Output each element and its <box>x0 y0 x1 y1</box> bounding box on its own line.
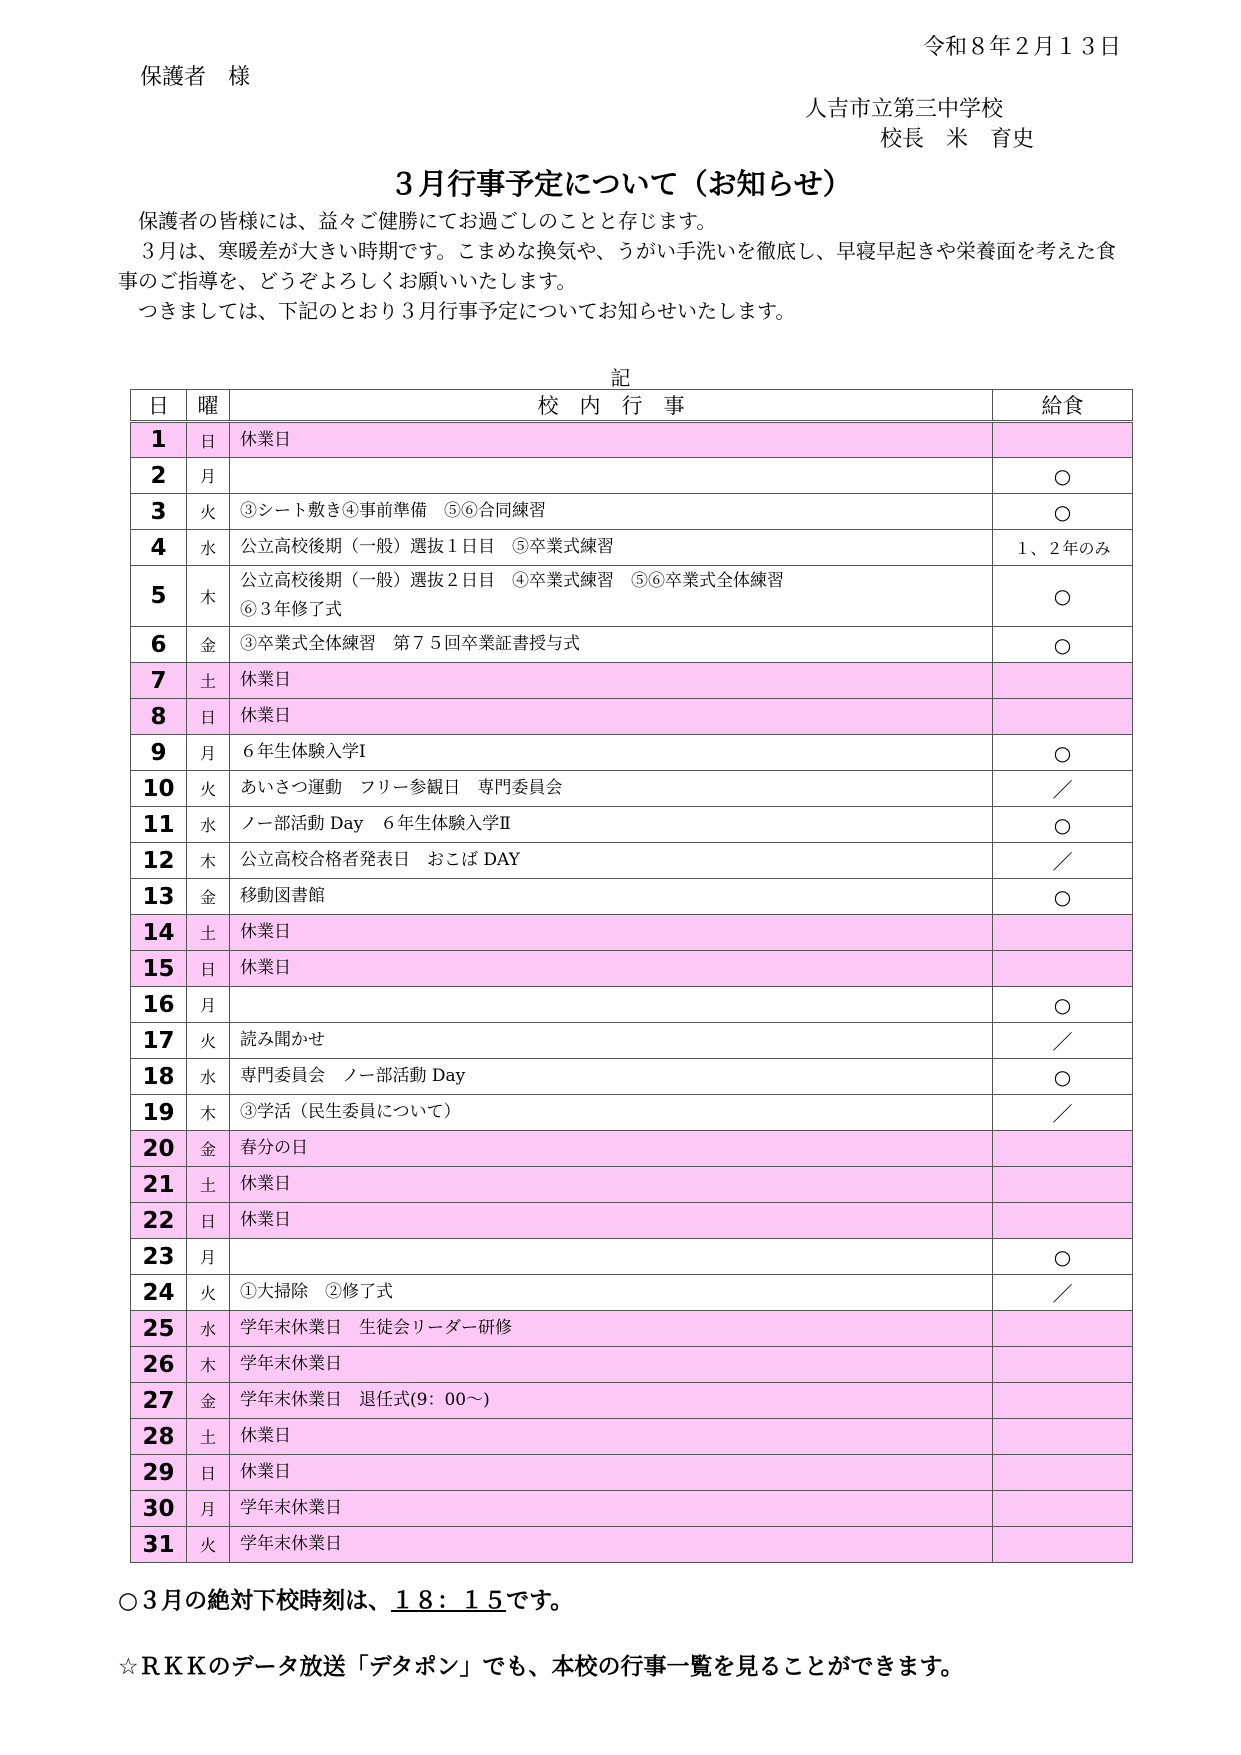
row-day: 1 <box>131 422 187 458</box>
dismissal-prefix: ○３月の絶対下校時刻は、 <box>118 1588 392 1614</box>
row-day: 15 <box>131 951 187 987</box>
row-events <box>230 843 993 879</box>
row-weekday: 日 <box>187 1455 230 1491</box>
event-line: ③卒業式全体練習 第７５回卒業証書授与式 <box>240 634 580 654</box>
event-line: 休業日 <box>240 1426 291 1446</box>
schedule-row <box>131 1167 1133 1203</box>
schedule-row <box>131 1131 1133 1167</box>
row-weekday: 土 <box>187 1167 230 1203</box>
row-weekday: 火 <box>187 494 230 530</box>
dismissal-time: １８：１５ <box>391 1588 507 1614</box>
row-lunch <box>993 1419 1133 1455</box>
school-name: 人吉市立第三中学校 <box>805 97 1004 122</box>
schedule-row <box>131 843 1133 879</box>
schedule-table <box>130 389 1133 1563</box>
event-line: 学年末休業日 <box>240 1534 342 1554</box>
row-events <box>230 807 993 843</box>
row-lunch: ○ <box>993 879 1133 915</box>
body-paragraph-2: ３月は、寒暖差が大きい時期です。こまめな換気や、うがい手洗いを徹底し、早寝早起きや栄養面を考えた食事のご指導を、どうぞよろしくお願いいたします。 <box>118 239 1116 293</box>
schedule-row <box>131 494 1133 530</box>
row-weekday: 月 <box>187 1239 230 1275</box>
issue-date: 令和８年２月１３日 <box>922 35 1121 60</box>
row-weekday: 木 <box>187 1095 230 1131</box>
schedule-row <box>131 915 1133 951</box>
row-events <box>230 1095 993 1131</box>
header-events: 校 内 行 事 <box>230 390 993 422</box>
row-events <box>230 735 993 771</box>
row-lunch: ／ <box>993 771 1133 807</box>
event-line: 休業日 <box>240 670 291 690</box>
row-lunch <box>993 663 1133 699</box>
row-lunch: ○ <box>993 494 1133 530</box>
row-weekday: 木 <box>187 566 230 627</box>
event-line: 公立高校合格者発表日 おこば DAY <box>240 850 520 870</box>
row-weekday: 金 <box>187 627 230 663</box>
row-events <box>230 458 993 494</box>
row-events <box>230 1167 993 1203</box>
row-day: 25 <box>131 1311 187 1347</box>
row-weekday: 金 <box>187 1383 230 1419</box>
schedule-row <box>131 1095 1133 1131</box>
schedule-header-row <box>131 390 1133 422</box>
row-day: 18 <box>131 1059 187 1095</box>
row-day: 20 <box>131 1131 187 1167</box>
addressee: 保護者 様 <box>140 65 251 90</box>
event-line: 休業日 <box>240 429 291 450</box>
event-line: 休業日 <box>240 1462 291 1482</box>
row-events <box>230 494 993 530</box>
row-weekday: 金 <box>187 879 230 915</box>
row-weekday: 金 <box>187 1131 230 1167</box>
dismissal-suffix: です。 <box>506 1588 574 1614</box>
row-weekday: 日 <box>187 422 230 458</box>
row-day: 7 <box>131 663 187 699</box>
schedule-row <box>131 422 1133 458</box>
row-lunch: ／ <box>993 1275 1133 1311</box>
row-day: 16 <box>131 987 187 1023</box>
document-title: ３月行事予定について（お知らせ） <box>389 167 852 201</box>
row-events <box>230 1023 993 1059</box>
schedule-row <box>131 879 1133 915</box>
row-events <box>230 879 993 915</box>
row-day: 14 <box>131 915 187 951</box>
row-events <box>230 1491 993 1527</box>
row-events <box>230 1203 993 1239</box>
schedule-row <box>131 458 1133 494</box>
schedule-row <box>131 699 1133 735</box>
schedule-row <box>131 987 1133 1023</box>
schedule-row <box>131 1527 1133 1563</box>
schedule-row <box>131 1203 1133 1239</box>
row-lunch: ○ <box>993 1239 1133 1275</box>
row-weekday: 水 <box>187 1059 230 1095</box>
row-events <box>230 1455 993 1491</box>
row-lunch <box>993 915 1133 951</box>
row-events <box>230 1347 993 1383</box>
row-weekday: 火 <box>187 771 230 807</box>
row-weekday: 火 <box>187 1275 230 1311</box>
schedule-row <box>131 735 1133 771</box>
row-day: 2 <box>131 458 187 494</box>
dismissal-note <box>118 1582 573 1615</box>
row-events <box>230 1131 993 1167</box>
schedule-row <box>131 1455 1133 1491</box>
row-day: 27 <box>131 1383 187 1419</box>
row-day: 22 <box>131 1203 187 1239</box>
event-line: 学年末休業日 退任式(9：00～) <box>240 1390 490 1410</box>
row-day: 3 <box>131 494 187 530</box>
row-lunch <box>993 1347 1133 1383</box>
row-lunch: ○ <box>993 987 1133 1023</box>
schedule-row <box>131 1491 1133 1527</box>
body-paragraph-1: 保護者の皆様には、益々ご健勝にてお過ごしのことと存じます。 <box>138 209 717 233</box>
row-weekday: 日 <box>187 699 230 735</box>
row-lunch: １、２年のみ <box>993 530 1133 566</box>
row-lunch <box>993 1167 1133 1203</box>
row-events <box>230 771 993 807</box>
row-day: 12 <box>131 843 187 879</box>
schedule-row <box>131 807 1133 843</box>
schedule-row <box>131 663 1133 699</box>
row-weekday: 火 <box>187 1527 230 1563</box>
row-events <box>230 530 993 566</box>
row-day: 31 <box>131 1527 187 1563</box>
event-line: 移動図書館 <box>240 886 325 906</box>
schedule-row <box>131 951 1133 987</box>
row-events <box>230 951 993 987</box>
event-line: 公立高校後期（一般）選抜２日目 ④卒業式練習 ⑤⑥卒業式全体練習 <box>240 571 784 591</box>
row-day: 4 <box>131 530 187 566</box>
row-day: 9 <box>131 735 187 771</box>
row-weekday: 土 <box>187 1419 230 1455</box>
header-day: 日 <box>131 390 187 422</box>
row-events <box>230 1275 993 1311</box>
row-lunch: ○ <box>993 1059 1133 1095</box>
row-weekday: 木 <box>187 843 230 879</box>
row-weekday: 木 <box>187 1347 230 1383</box>
event-line: ６年生体験入学Ⅰ <box>240 742 366 762</box>
row-day: 28 <box>131 1419 187 1455</box>
event-line: あいさつ運動 フリー参観日 専門委員会 <box>240 778 563 798</box>
row-lunch <box>993 1383 1133 1419</box>
event-line: 学年末休業日 <box>240 1498 342 1518</box>
row-weekday: 火 <box>187 1023 230 1059</box>
row-lunch <box>993 1455 1133 1491</box>
row-lunch: ○ <box>993 735 1133 771</box>
event-line: 学年末休業日 生徒会リーダー研修 <box>240 1318 512 1338</box>
event-line: ⑥３年修了式 <box>240 600 342 620</box>
row-day: 30 <box>131 1491 187 1527</box>
row-lunch <box>993 1311 1133 1347</box>
row-weekday: 月 <box>187 735 230 771</box>
header-dow: 曜 <box>187 390 230 422</box>
row-events <box>230 1059 993 1095</box>
event-line: 公立高校後期（一般）選抜１日目 ⑤卒業式練習 <box>240 537 614 557</box>
schedule-row <box>131 1383 1133 1419</box>
row-events <box>230 1311 993 1347</box>
row-day: 26 <box>131 1347 187 1383</box>
row-lunch: ○ <box>993 627 1133 663</box>
schedule-row <box>131 627 1133 663</box>
row-events <box>230 699 993 735</box>
schedule-row <box>131 566 1133 627</box>
broadcast-note: ☆ＲＫＫのデータ放送「デタポン」でも、本校の行事一覧を見ることができます。 <box>118 1654 964 1680</box>
event-line: 学年末休業日 <box>240 1354 342 1374</box>
row-events <box>230 1383 993 1419</box>
row-lunch: ／ <box>993 1095 1133 1131</box>
row-lunch <box>993 422 1133 458</box>
row-lunch <box>993 699 1133 735</box>
schedule-row <box>131 1347 1133 1383</box>
row-events <box>230 1419 993 1455</box>
row-lunch: ○ <box>993 807 1133 843</box>
row-weekday: 月 <box>187 458 230 494</box>
row-day: 23 <box>131 1239 187 1275</box>
row-day: 8 <box>131 699 187 735</box>
schedule-row <box>131 771 1133 807</box>
row-events <box>230 566 993 627</box>
principal-name: 校長 米 育史 <box>880 127 1035 152</box>
row-events <box>230 663 993 699</box>
schedule-row <box>131 1275 1133 1311</box>
row-lunch: ／ <box>993 1023 1133 1059</box>
event-line: 休業日 <box>240 1174 291 1194</box>
event-line: 休業日 <box>240 922 291 942</box>
row-day: 24 <box>131 1275 187 1311</box>
row-events <box>230 627 993 663</box>
schedule-row <box>131 1239 1133 1275</box>
row-day: 11 <box>131 807 187 843</box>
schedule-row <box>131 1419 1133 1455</box>
row-lunch <box>993 1203 1133 1239</box>
row-lunch <box>993 951 1133 987</box>
row-day: 19 <box>131 1095 187 1131</box>
row-lunch: ／ <box>993 843 1133 879</box>
schedule-row <box>131 1311 1133 1347</box>
schedule-row <box>131 530 1133 566</box>
row-weekday: 土 <box>187 915 230 951</box>
row-day: 10 <box>131 771 187 807</box>
row-day: 5 <box>131 566 187 627</box>
event-line: ③シート敷き④事前準備 ⑤⑥合同練習 <box>240 501 546 521</box>
row-events <box>230 987 993 1023</box>
row-weekday: 水 <box>187 530 230 566</box>
row-weekday: 日 <box>187 1203 230 1239</box>
event-line: ③学活（民生委員について） <box>240 1102 461 1122</box>
ki-heading: 記 <box>610 366 631 390</box>
event-line: 休業日 <box>240 1210 291 1230</box>
event-line: 読み聞かせ <box>240 1030 325 1050</box>
row-weekday: 月 <box>187 1491 230 1527</box>
row-lunch <box>993 1527 1133 1563</box>
row-events <box>230 422 993 458</box>
row-day: 17 <box>131 1023 187 1059</box>
row-weekday: 日 <box>187 951 230 987</box>
event-line: ノー部活動 Day ６年生体験入学Ⅱ <box>240 814 511 834</box>
header-lunch: 給食 <box>993 390 1133 422</box>
row-lunch <box>993 1491 1133 1527</box>
letter-body <box>118 206 1128 326</box>
schedule-row <box>131 1023 1133 1059</box>
row-lunch: ○ <box>993 566 1133 627</box>
row-day: 6 <box>131 627 187 663</box>
event-line: 休業日 <box>240 706 291 726</box>
row-weekday: 水 <box>187 807 230 843</box>
event-line: 専門委員会 ノー部活動 Day <box>240 1066 466 1086</box>
row-events <box>230 1239 993 1275</box>
row-events <box>230 1527 993 1563</box>
row-weekday: 月 <box>187 987 230 1023</box>
event-line: ①大掃除 ②修了式 <box>240 1282 393 1302</box>
event-line: 春分の日 <box>240 1138 308 1158</box>
row-lunch <box>993 1131 1133 1167</box>
schedule-body <box>131 422 1133 1563</box>
row-day: 29 <box>131 1455 187 1491</box>
row-day: 13 <box>131 879 187 915</box>
row-lunch: ○ <box>993 458 1133 494</box>
schedule-row <box>131 1059 1133 1095</box>
body-paragraph-3: つきましては、下記のとおり３月行事予定についてお知らせいたします。 <box>138 299 796 323</box>
row-day: 21 <box>131 1167 187 1203</box>
row-weekday: 水 <box>187 1311 230 1347</box>
row-events <box>230 915 993 951</box>
event-line: 休業日 <box>240 958 291 978</box>
row-weekday: 土 <box>187 663 230 699</box>
